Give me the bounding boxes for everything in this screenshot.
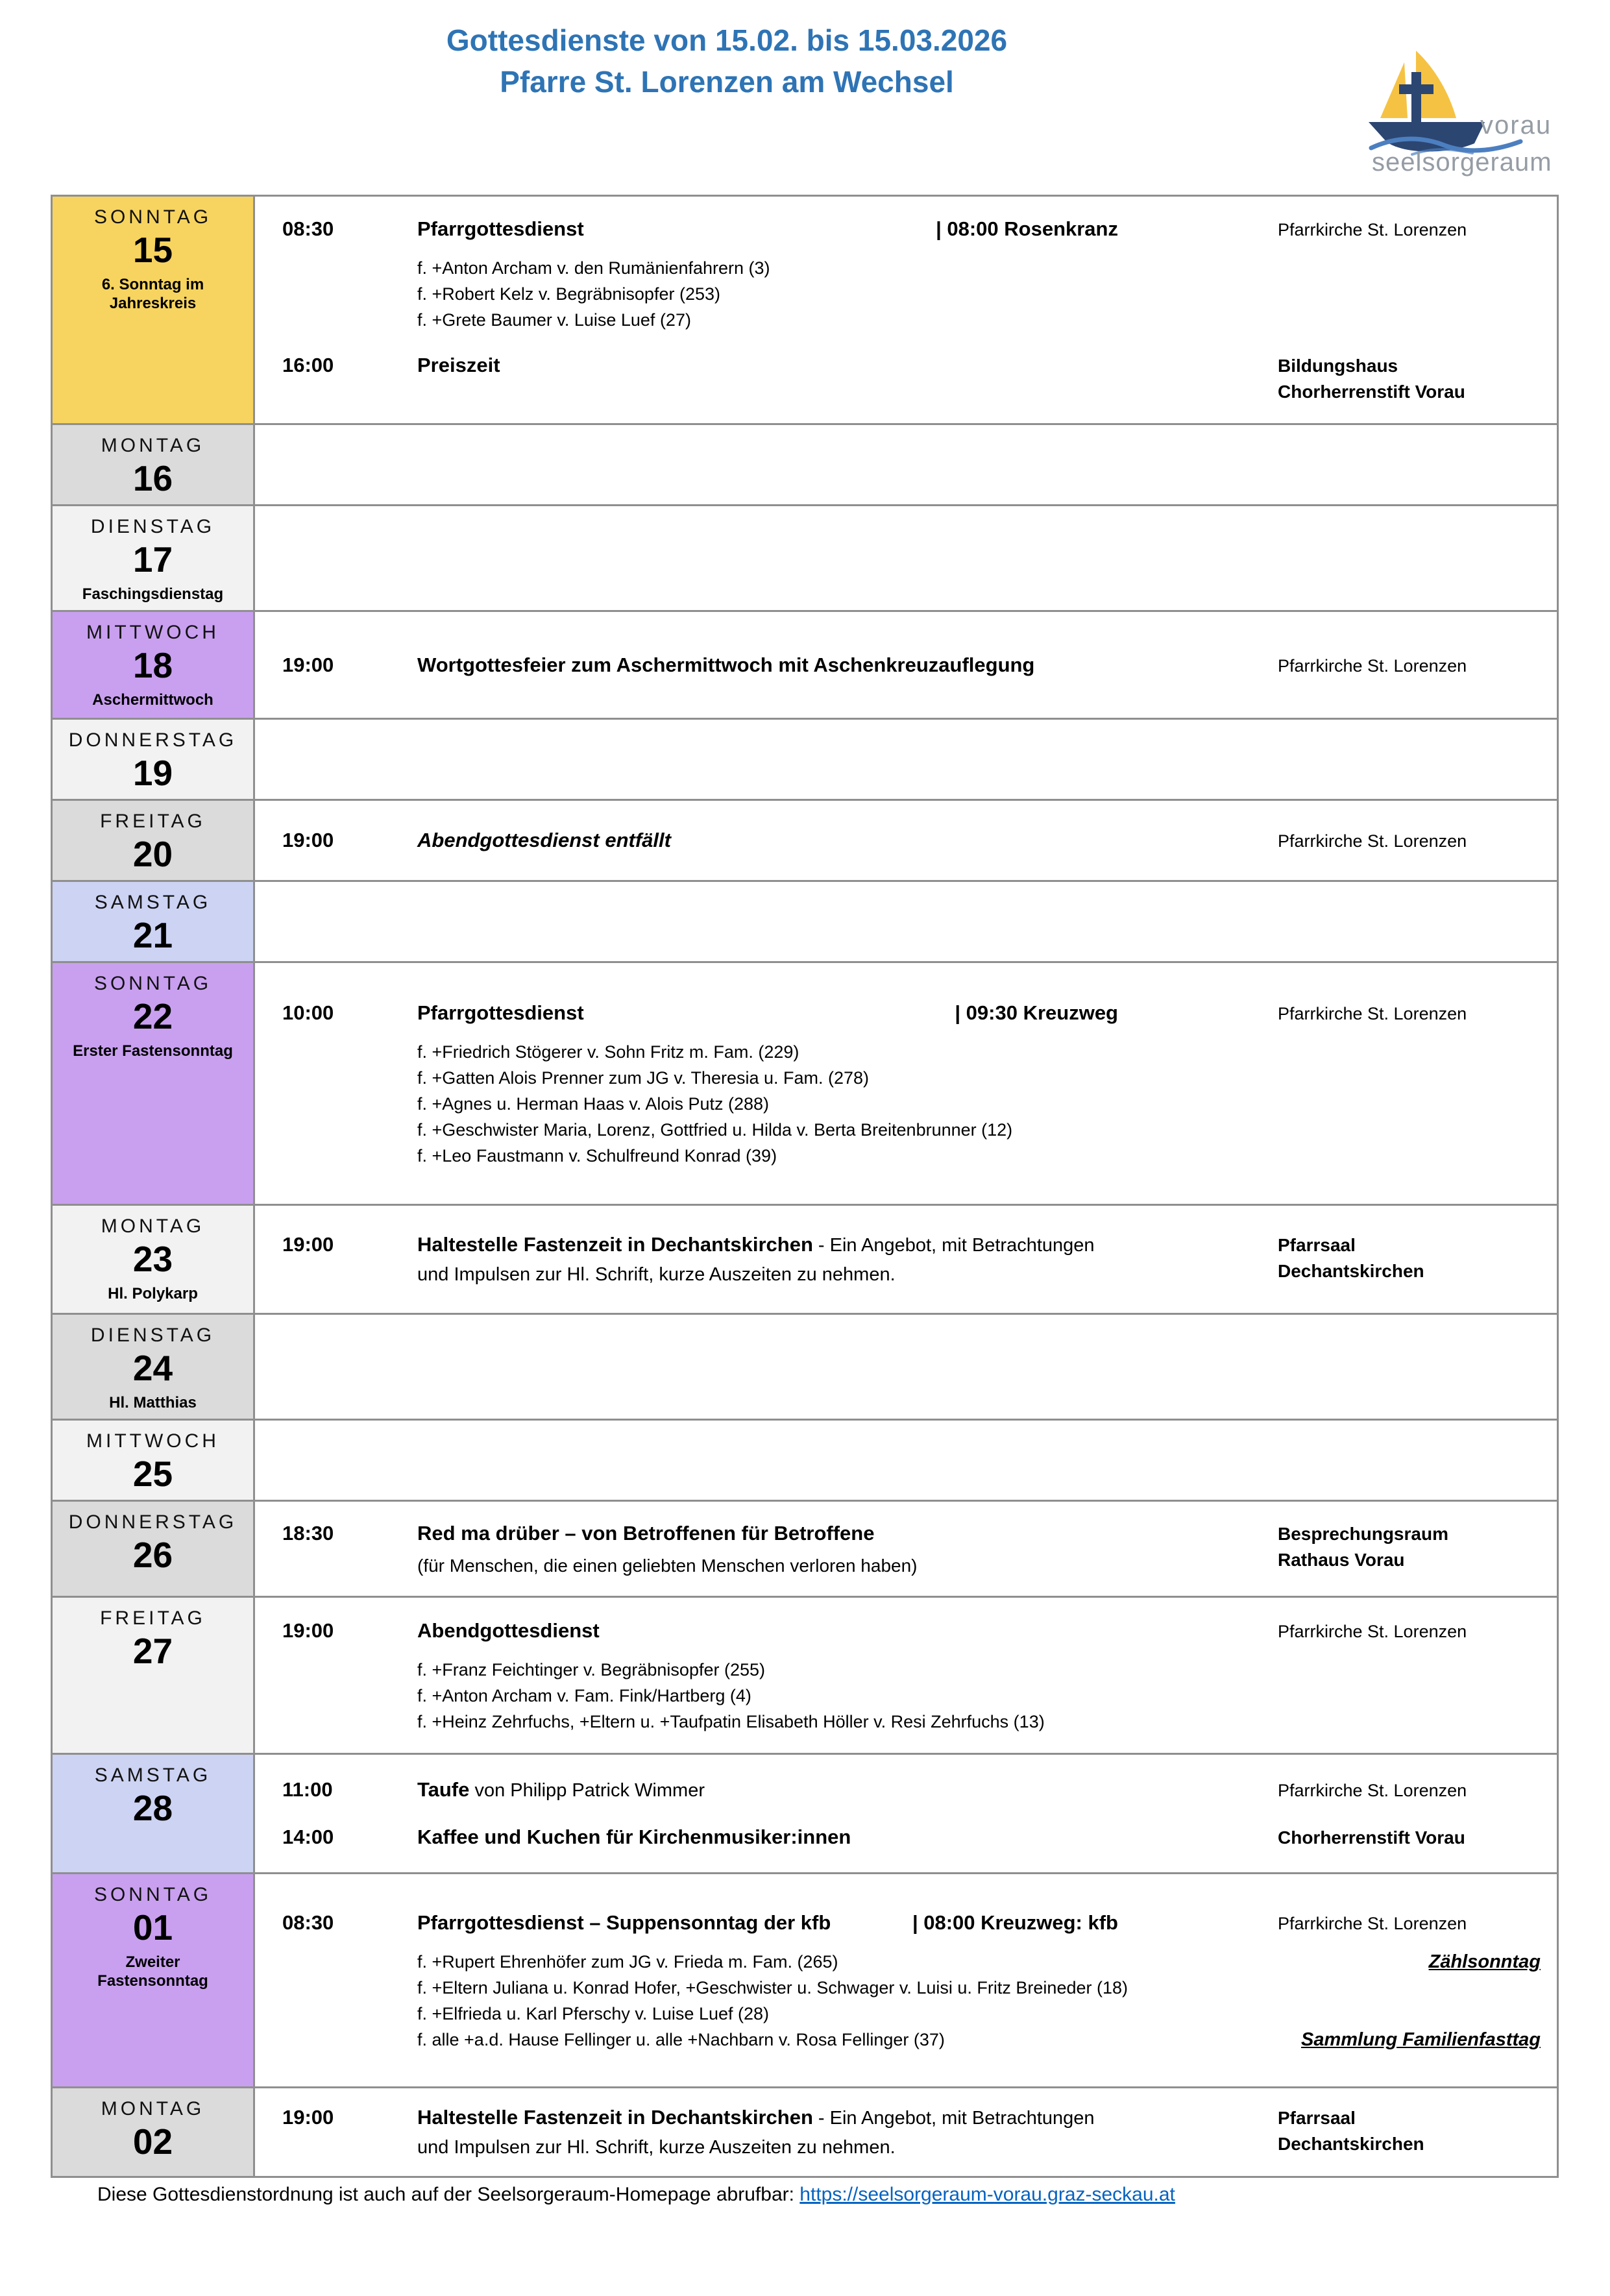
day-content xyxy=(255,1755,1557,1872)
day-row xyxy=(53,801,1557,882)
event-location: Chorherrenstift Vorau xyxy=(1278,1827,1465,1848)
event-title-line xyxy=(417,1617,1118,1645)
day-cell xyxy=(53,1598,255,1753)
day-name: DIENSTAG xyxy=(90,1325,215,1346)
event-location: Pfarrkirche St. Lorenzen xyxy=(1278,1621,1467,1641)
day-name: SONNTAG xyxy=(93,973,212,994)
event-title-suffix: - Ein Angebot, mit Betrachtungen und Impulsen zur Hl. Schrift, kurze Auszeiten zu nehmen. xyxy=(417,1234,1095,1285)
day-content xyxy=(255,1421,1557,1500)
day-content xyxy=(255,882,1557,961)
event-time: 14:00 xyxy=(282,1826,334,1848)
day-name: FREITAG xyxy=(100,811,206,832)
event-time: 11:00 xyxy=(282,1778,333,1801)
day-cell xyxy=(53,1502,255,1596)
event-time: 16:00 xyxy=(282,354,334,376)
intentions-list xyxy=(417,1657,1278,1735)
event-row xyxy=(255,1776,1557,1805)
day-content xyxy=(255,963,1557,1204)
day-number: 25 xyxy=(132,1454,173,1494)
event-title: Red ma drüber – von Betroffenen für Betroffene xyxy=(417,1521,875,1545)
event-time: 19:00 xyxy=(282,829,334,851)
event-location: Bildungshaus Chorherrenstift Vorau xyxy=(1278,356,1465,402)
day-cell xyxy=(53,612,255,718)
day-row xyxy=(53,1206,1557,1315)
event-title-line xyxy=(417,1909,1118,1937)
day-row xyxy=(53,197,1557,425)
day-sublabel: Faschingsdienstag xyxy=(82,585,224,603)
day-row xyxy=(53,963,1557,1206)
day-cell xyxy=(53,425,255,504)
day-content xyxy=(255,720,1557,799)
event-title-suffix: - Ein Angebot, mit Betrachtungen und Impulsen zur Hl. Schrift, kurze Auszeiten zu nehmen. xyxy=(417,2107,1095,2158)
intention-line: f. +Friedrich Stögerer v. Sohn Fritz m. Fam. (229) xyxy=(417,1042,799,1062)
intentions-list xyxy=(417,1949,1541,2053)
day-content xyxy=(255,425,1557,504)
day-name: DIENSTAG xyxy=(90,516,215,537)
day-name: MONTAG xyxy=(101,2098,205,2119)
event-time: 19:00 xyxy=(282,2105,334,2129)
day-cell xyxy=(53,506,255,610)
footer-note xyxy=(97,2184,1175,2206)
intention-line: f. +Agnes u. Herman Haas v. Alois Putz (288) xyxy=(417,1093,770,1114)
day-cell xyxy=(53,1755,255,1872)
page-title-line2: Pfarre St. Lorenzen am Wechsel xyxy=(500,65,954,99)
event-title-line xyxy=(417,1823,1118,1851)
day-sublabel: 6. Sonntag im Jahreskreis xyxy=(101,276,204,312)
logo-hull-icon xyxy=(1369,122,1485,152)
intention-line: f. +Heinz Zehrfuchs, +Eltern u. +Taufpatin Elisabeth Höller v. Resi Zehrfuchs (13) xyxy=(417,1711,1045,1731)
intentions-list xyxy=(417,255,1278,333)
day-content xyxy=(255,801,1557,880)
event-title: Haltestelle Fastenzeit in Dechantskirchen xyxy=(417,1232,813,1256)
event-row xyxy=(255,999,1557,1169)
event-title: Taufe xyxy=(417,1778,470,1801)
day-cell xyxy=(53,1421,255,1500)
day-row xyxy=(53,1874,1557,2088)
seelsorgeraum-vorau-logo xyxy=(1350,38,1574,177)
event-secondary-time: | 09:30 Kreuzweg xyxy=(955,1001,1118,1024)
day-name: MITTWOCH xyxy=(86,622,219,643)
event-main xyxy=(417,1776,1278,1805)
event-location: Pfarrsaal Dechantskirchen xyxy=(1278,1234,1424,1281)
day-number: 16 xyxy=(132,458,173,498)
event-row xyxy=(255,1617,1557,1735)
day-name: DONNERSTAG xyxy=(68,1511,238,1533)
day-row xyxy=(53,612,1557,720)
event-location: Besprechungsraum Rathaus Vorau xyxy=(1278,1523,1448,1570)
event-row xyxy=(255,351,1557,405)
event-main xyxy=(417,826,1278,855)
side-note: Zählsonntag xyxy=(1428,1951,1541,1972)
event-title-line xyxy=(417,2103,1118,2162)
day-number: 02 xyxy=(132,2121,173,2162)
intention-line: f. +Gatten Alois Prenner zum JG v. Theresia u. Fam. (278) xyxy=(417,1068,870,1088)
day-sublabel: Hl. Polykarp xyxy=(108,1285,198,1302)
day-row xyxy=(53,425,1557,506)
event-title-line xyxy=(417,215,1118,243)
event-title: Wortgottesfeier zum Aschermittwoch mit Aschenkreuzauflegung xyxy=(417,653,1035,676)
day-content xyxy=(255,2088,1557,2176)
event-title: Pfarrgottesdienst xyxy=(417,1001,584,1024)
event-title-line xyxy=(417,1230,1118,1289)
event-title-line xyxy=(417,1519,1118,1548)
day-name: MITTWOCH xyxy=(86,1430,219,1452)
event-time: 08:30 xyxy=(282,217,334,240)
event-location: Pfarrkirche St. Lorenzen xyxy=(1278,1003,1467,1023)
intention-line: f. alle +a.d. Hause Fellinger u. alle +Nachbarn v. Rosa Fellinger (37) Sammlung Familienfasttag xyxy=(417,2027,1278,2053)
event-main xyxy=(417,1519,1278,1579)
intention-line: f. +Anton Archam v. den Rumänienfahrern (3) xyxy=(417,258,770,278)
event-title-line xyxy=(417,651,1118,679)
event-time: 19:00 xyxy=(282,1618,334,1642)
day-content xyxy=(255,1502,1557,1596)
day-cell xyxy=(53,1874,255,2086)
event-main xyxy=(417,1230,1278,1289)
event-time: 08:30 xyxy=(282,1911,334,1934)
day-cell xyxy=(53,2088,255,2176)
day-number: 22 xyxy=(132,996,173,1036)
day-cell xyxy=(53,1206,255,1313)
event-title-line xyxy=(417,999,1118,1027)
day-name: DONNERSTAG xyxy=(68,729,238,751)
event-main xyxy=(417,1823,1278,1851)
day-content xyxy=(255,506,1557,610)
intentions-list xyxy=(417,1039,1278,1169)
day-row xyxy=(53,1755,1557,1874)
day-number: 01 xyxy=(132,1907,173,1948)
logo-text-vorau: vorau xyxy=(1480,111,1552,140)
event-location: Pfarrsaal Dechantskirchen xyxy=(1278,2107,1424,2154)
event-time: 19:00 xyxy=(282,1232,334,1256)
day-content xyxy=(255,197,1557,423)
footer-text: Diese Gottesdienstordnung ist auch auf der Seelsorgeraum-Homepage abrufbar: xyxy=(97,2184,800,2205)
day-name: SAMSTAG xyxy=(94,892,212,913)
page-title xyxy=(110,19,1343,103)
intention-line: f. +Geschwister Maria, Lorenz, Gottfried u. Hilda v. Berta Breitenbrunner (12) xyxy=(417,1119,1013,1140)
event-title-suffix: von Philipp Patrick Wimmer xyxy=(469,1780,705,1801)
day-number: 20 xyxy=(132,834,173,874)
day-name: SONNTAG xyxy=(93,206,212,228)
event-location: Pfarrkirche St. Lorenzen xyxy=(1278,831,1467,851)
day-sublabel: Zweiter Fastensonntag xyxy=(97,1953,208,1990)
event-title-line xyxy=(417,826,1118,855)
event-row xyxy=(255,2103,1557,2162)
schedule-table xyxy=(51,195,1559,2178)
day-cell xyxy=(53,197,255,423)
day-row xyxy=(53,1421,1557,1502)
event-main xyxy=(417,1617,1278,1735)
day-name: FREITAG xyxy=(100,1607,206,1629)
event-time: 18:30 xyxy=(282,1521,334,1545)
homepage-link[interactable]: https://seelsorgeraum-vorau.graz-seckau.at xyxy=(799,2184,1175,2205)
event-title: Abendgottesdienst entfällt xyxy=(417,829,671,851)
event-main xyxy=(417,651,1278,679)
day-name: MONTAG xyxy=(101,435,205,456)
day-row xyxy=(53,1598,1557,1755)
intention-line: f. +Anton Archam v. Fam. Fink/Hartberg (4) xyxy=(417,1685,751,1705)
side-note: Sammlung Familienfasttag xyxy=(1300,2029,1541,2050)
day-cell xyxy=(53,720,255,799)
intention-line: f. +Rupert Ehrenhöfer zum JG v. Frieda m. Fam. (265) Zählsonntag xyxy=(417,1949,1278,1975)
event-time: 10:00 xyxy=(282,1001,334,1024)
day-row xyxy=(53,2088,1557,2176)
event-row xyxy=(255,1230,1557,1289)
day-row xyxy=(53,1502,1557,1598)
day-row xyxy=(53,882,1557,963)
event-title-line xyxy=(417,1776,1118,1805)
day-content xyxy=(255,1206,1557,1313)
day-number: 26 xyxy=(132,1535,173,1575)
day-cell xyxy=(53,1315,255,1419)
day-number: 21 xyxy=(132,915,173,955)
day-name: SAMSTAG xyxy=(94,1765,212,1786)
event-row xyxy=(255,826,1557,855)
event-title: Pfarrgottesdienst – Suppensonntag der kfb xyxy=(417,1911,831,1934)
day-number: 17 xyxy=(132,539,173,580)
day-sublabel: Hl. Matthias xyxy=(109,1394,197,1411)
day-number: 28 xyxy=(132,1788,173,1828)
event-row xyxy=(255,1909,1557,2053)
day-number: 15 xyxy=(132,230,173,270)
intention-line: f. +Eltern Juliana u. Konrad Hofer, +Geschwister u. Schwager v. Luisi u. Fritz Breineder (18) xyxy=(417,1977,1128,1997)
logo-text-seelsorgeraum: seelsorgeraum xyxy=(1372,148,1552,177)
event-main xyxy=(417,2103,1278,2162)
day-cell xyxy=(53,963,255,1204)
day-content xyxy=(255,1874,1557,2086)
day-sublabel: Aschermittwoch xyxy=(92,691,213,709)
event-location: Pfarrkirche St. Lorenzen xyxy=(1278,1781,1467,1800)
event-location: Pfarrkirche St. Lorenzen xyxy=(1278,655,1467,676)
day-cell xyxy=(53,882,255,961)
day-content xyxy=(255,612,1557,718)
day-content xyxy=(255,1598,1557,1753)
logo-cross-horizontal xyxy=(1399,84,1433,94)
day-row xyxy=(53,506,1557,612)
event-row xyxy=(255,1519,1557,1579)
event-main xyxy=(417,999,1278,1169)
event-title: Kaffee und Kuchen für Kirchenmusiker:innen xyxy=(417,1826,851,1848)
event-title: Pfarrgottesdienst xyxy=(417,217,584,240)
day-number: 27 xyxy=(132,1631,173,1671)
event-subtitle: (für Menschen, die einen geliebten Menschen verloren haben) xyxy=(417,1555,918,1576)
page-title-line1: Gottesdienste von 15.02. bis 15.03.2026 xyxy=(446,23,1008,57)
event-title: Preiszeit xyxy=(417,354,500,376)
event-title: Haltestelle Fastenzeit in Dechantskirchen xyxy=(417,2105,813,2129)
day-number: 23 xyxy=(132,1239,173,1279)
day-name: SONNTAG xyxy=(93,1884,212,1905)
day-row xyxy=(53,720,1557,801)
event-secondary-time: | 08:00 Kreuzweg: kfb xyxy=(912,1911,1118,1934)
intention-line: f. +Grete Baumer v. Luise Luef (27) xyxy=(417,310,691,330)
event-main xyxy=(417,215,1278,333)
day-number: 24 xyxy=(132,1348,173,1388)
event-time: 19:00 xyxy=(282,653,334,676)
day-cell xyxy=(53,801,255,880)
event-row xyxy=(255,215,1557,333)
event-title: Abendgottesdienst xyxy=(417,1618,600,1642)
day-number: 18 xyxy=(132,645,173,685)
intention-line: f. +Elfrieda u. Karl Pferschy v. Luise Luef (28) xyxy=(417,2003,770,2023)
event-row xyxy=(255,1823,1557,1851)
day-sublabel: Erster Fastensonntag xyxy=(73,1042,233,1060)
intention-line: f. +Franz Feichtinger v. Begräbnisopfer (255) xyxy=(417,1659,766,1679)
day-row xyxy=(53,1315,1557,1421)
event-main xyxy=(417,351,1278,380)
event-location: Pfarrkirche St. Lorenzen xyxy=(1278,1913,1467,1933)
intention-line: f. +Robert Kelz v. Begräbnisopfer (253) xyxy=(417,284,720,304)
day-number: 19 xyxy=(132,753,173,793)
event-secondary-time: | 08:00 Rosenkranz xyxy=(936,217,1118,240)
day-content xyxy=(255,1315,1557,1419)
event-location: Pfarrkirche St. Lorenzen xyxy=(1278,220,1467,239)
day-name: MONTAG xyxy=(101,1215,205,1237)
event-row xyxy=(255,651,1557,679)
event-title-line xyxy=(417,351,1118,380)
intention-line: f. +Leo Faustmann v. Schulfreund Konrad (39) xyxy=(417,1145,777,1166)
